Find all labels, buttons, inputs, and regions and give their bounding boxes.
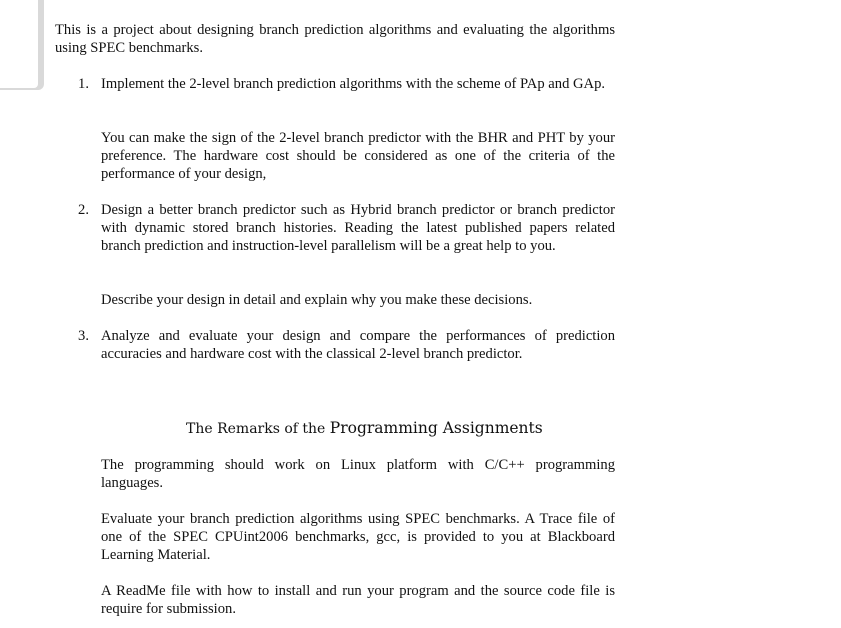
- list-item-1-note: You can make the sign of the 2-level branch predictor with the BHR and PHT by your preference. The hardware cost should be considered as one of the criteria of the performance of your design,: [101, 130, 615, 182]
- intro-paragraph: This is a project about designing branch prediction algorithms and evaluating the algorithms using SPEC benchmarks.: [55, 22, 615, 56]
- list-item-1-text: Implement the 2-level branch prediction algorithms with the scheme of PAp and GAp.: [101, 76, 606, 92]
- list-number-3: 3.: [78, 328, 89, 344]
- remark-paragraph: The programming should work on Linux platform with C/C++ programming languages.: [101, 457, 615, 491]
- remarks-heading: [186, 419, 543, 438]
- list-number-2: 2.: [78, 202, 89, 218]
- list-item-2-note: Describe your design in detail and explain why you make these decisions.: [101, 292, 533, 308]
- list-item-3-text: Analyze and evaluate your design and compare the performances of prediction accuracies and hardware cost with the classical 2-level branch predictor.: [101, 328, 615, 362]
- remark-paragraph: Evaluate your branch prediction algorithms using SPEC benchmarks. A Trace file of one of the SPEC CPUint2006 benchmarks, gcc, is provided to you at Blackboard Learning Material.: [101, 511, 615, 563]
- remarks-heading-prefix: The Remarks of the: [186, 421, 326, 437]
- remarks-heading-main: Programming Assignments: [329, 419, 543, 437]
- list-item-2-text: Design a better branch predictor such as Hybrid branch predictor or branch predictor with dynamic stored branch histories. Reading the latest published papers related branch prediction and instruction-level parallelism will be a great help to you.: [101, 202, 615, 254]
- remark-paragraph: A ReadMe file with how to install and run your program and the source code file is require for submission.: [101, 583, 615, 617]
- list-number-1: 1.: [78, 76, 89, 92]
